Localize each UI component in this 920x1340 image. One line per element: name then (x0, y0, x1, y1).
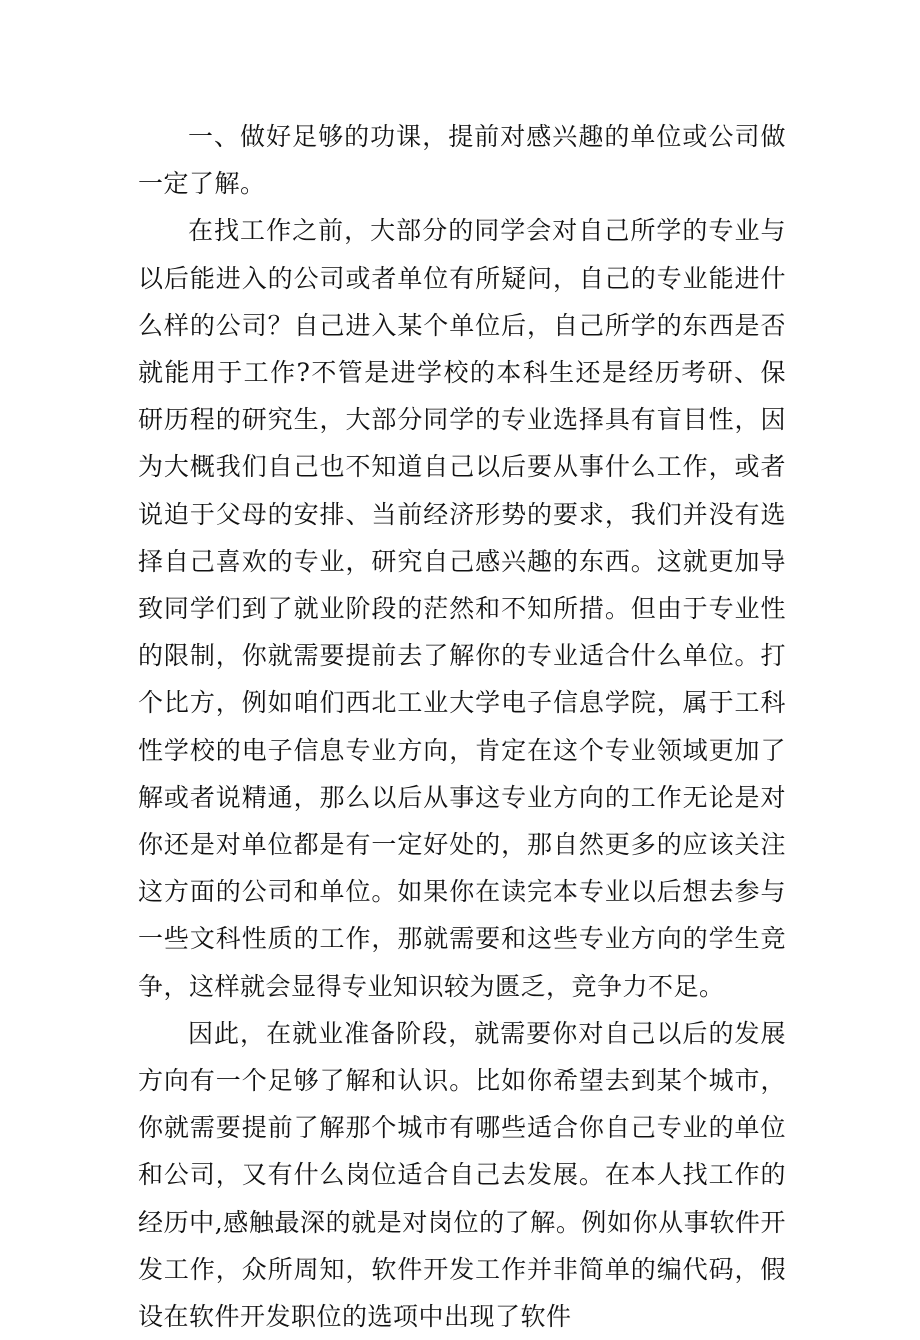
document-body (138, 113, 786, 1340)
paragraph-job-search-major: 在找工作之前，大部分的同学会对自己所学的专业与以后能进入的公司或者单位有所疑问，自己的专业能进什么样的公司？自己进入某个单位后，自己所学的东西是否就能用于工作?不管是进学校的本科生还是经历考研、保研历程的研究生，大部分同学的专业选择具有盲目性，因为大概我们自己也不知道自己以后要从事什么工作，或者说迫于父母的安排、当前经济形势的要求，我们并没有选择自己喜欢的专业，研究自己感兴趣的东西。这就更加导致同学们到了就业阶段的茫然和不知所措。但由于专业性的限制，你就需要提前去了解你的专业适合什么单位。打个比方，例如咱们西北工业大学电子信息学院，属于工科性学校的电子信息专业方向，肯定在这个专业领域更加了解或者说精通，那么以后从事这专业方向的工作无论是对你还是对单位都是有一定好处的，那自然更多的应该关注这方面的公司和单位。如果你在读完本专业以后想去参与一些文科性质的工作，那就需要和这些专业方向的学生竞争，这样就会显得专业知识较为匮乏，竞争力不足。 (138, 216, 786, 1001)
paragraph-heading-one: 一、做好足够的功课，提前对感兴趣的单位或公司做一定了解。 (138, 122, 786, 199)
paragraph-career-direction: 因此，在就业准备阶段，就需要你对自己以后的发展方向有一个足够了解和认识。比如你希望去到某个城市，你就需要提前了解那个城市有哪些适合你自己专业的单位和公司，又有什么岗位适合自己去发展。在本人找工作的经历中,感触最深的就是对岗位的了解。例如你从事软件开发工作，众所周知，软件开发工作并非简单的编代码，假设在软件开发职位的选项中出现了软件 (138, 1018, 786, 1332)
